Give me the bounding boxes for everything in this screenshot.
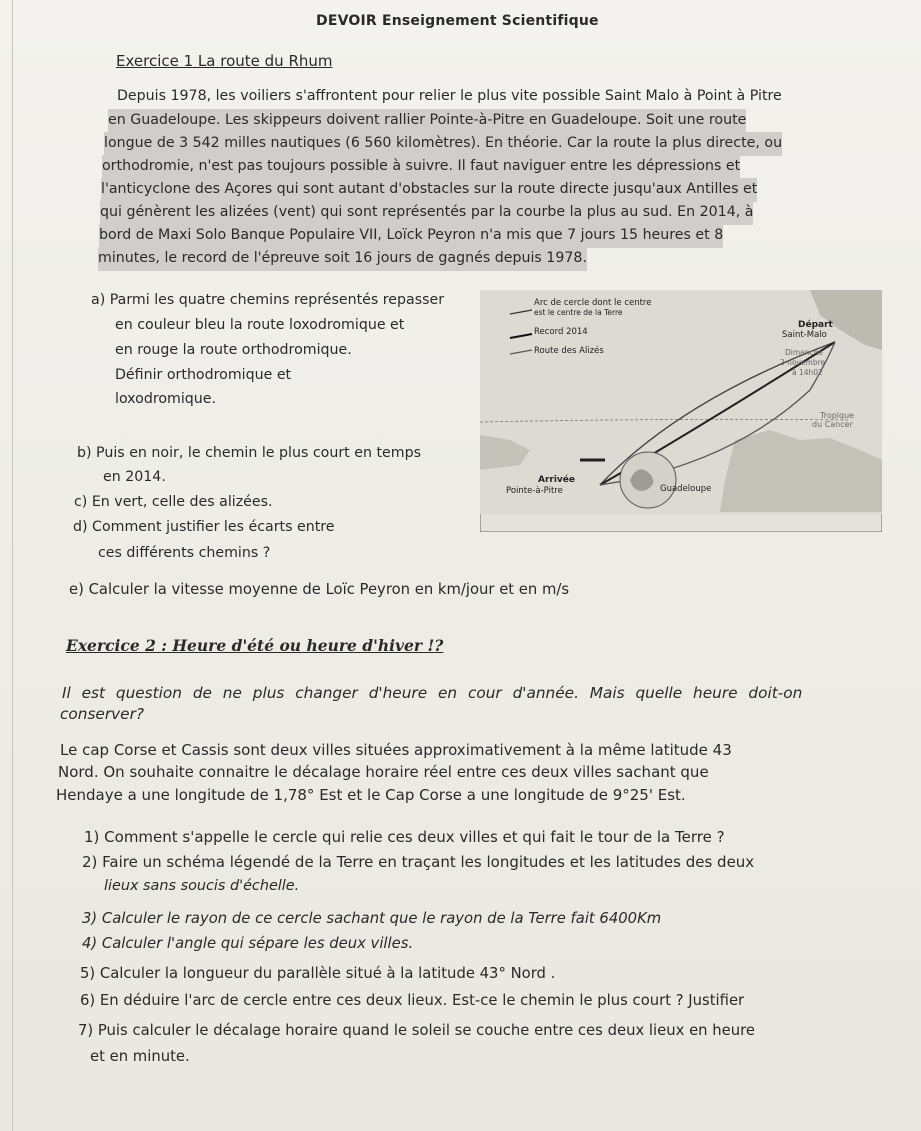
question-a-line-4: Définir orthodromique et: [115, 367, 292, 383]
legend-alizes-label: Route des Alizés: [534, 346, 604, 356]
question-b-line-2: en 2014.: [103, 469, 166, 485]
saint-malo-label: Saint-Malo: [782, 330, 827, 340]
ex2-item-3: 3) Calculer le rayon de ce cercle sachant que le rayon de la Terre fait 6400Km: [82, 910, 662, 927]
exercise2-title: Exercice 2 : Heure d'été ou heure d'hiver !?: [66, 636, 444, 655]
ex1-intro-line-5: l'anticyclone des Açores qui sont autant d'obstacles sur la route directe jusqu'aux Antilles et: [101, 178, 757, 202]
legend-arc-label: Arc de cercle dont le centre: [534, 298, 652, 308]
ex2-item-1: 1) Comment s'appelle le cercle qui relie ces deux villes et qui fait le tour de la Terre ?: [84, 828, 725, 846]
page-title: DEVOIR Enseignement Scientifique: [316, 13, 599, 29]
legend-record-label: Record 2014: [534, 327, 588, 337]
legend-arc-label-2: est le centre de la Terre: [534, 308, 623, 317]
margin-line: [12, 0, 13, 1131]
ex2-intro-line-1: Il est question de ne plus changer d'heure en cour d'année. Mais quelle heure doit-on: [62, 684, 803, 702]
ex2-item-4: 4) Calculer l'angle qui sépare les deux villes.: [82, 935, 414, 952]
ex2-intro-line-4: Nord. On souhaite connaitre le décalage horaire réel entre ces deux villes sachant que: [58, 763, 709, 781]
question-e: e) Calculer la vitesse moyenne de Loïc Peyron en km/jour et en m/s: [69, 581, 570, 598]
exercise1-title: Exercice 1 La route du Rhum: [116, 52, 333, 70]
ex1-intro-line-3: longue de 3 542 milles nautiques (6 560 kilomètres). En théorie. Car la route la plus directe, ou: [104, 132, 782, 156]
ex1-intro-line-4: orthodromie, n'est pas toujours possible à suivre. Il faut naviguer entre les dépressions et: [102, 155, 740, 179]
depart-label: Départ: [798, 320, 833, 330]
heure-label: à 14h02: [792, 368, 823, 377]
ex2-intro-line-2: conserver?: [60, 705, 145, 723]
question-d-line-1: d) Comment justifier les écarts entre: [73, 519, 335, 535]
question-b-line-1: b) Puis en noir, le chemin le plus court en temps: [77, 445, 421, 461]
ex2-item-5: 5) Calculer la longueur du parallèle situé à la latitude 43° Nord .: [80, 965, 556, 982]
ex2-intro-line-3: Le cap Corse et Cassis sont deux villes situées approximativement à la même latitude 43: [60, 741, 732, 759]
ex2-item-6: 6) En déduire l'arc de cercle entre ces deux lieux. Est-ce le chemin le plus court ? Justifier: [80, 992, 745, 1009]
ex2-intro-line-5: Hendaye a une longitude de 1,78° Est et le Cap Corse a une longitude de 9°25' Est.: [56, 786, 686, 804]
ex1-intro-line-8: minutes, le record de l'épreuve soit 16 jours de gagnés depuis 1978.: [98, 247, 587, 271]
dimanche-label: Dimanche: [785, 348, 824, 357]
question-a-line-2: en couleur bleu la route loxodromique et: [115, 317, 405, 333]
ex1-intro-line-2: en Guadeloupe. Les skippeurs doivent rallier Pointe-à-Pitre en Guadeloupe. Soit une route: [108, 109, 746, 133]
ex2-item-7: 7) Puis calculer le décalage horaire quand le soleil se couche entre ces deux lieux en heure: [78, 1022, 755, 1039]
route-du-rhum-map: [480, 290, 882, 532]
ex1-intro-line-1: Depuis 1978, les voiliers s'affrontent pour relier le plus vite possible Saint Malo à Point à Pitre: [117, 88, 782, 104]
ex1-intro-line-7: bord de Maxi Solo Banque Populaire VII, Loïck Peyron n'a mis que 7 jours 15 heures et 8: [99, 224, 723, 248]
question-a-line-5: loxodromique.: [115, 391, 217, 407]
novembre-label: 2 novembre: [780, 358, 826, 367]
question-d-line-2: ces différents chemins ?: [98, 545, 271, 561]
ex1-intro-line-6: qui génèrent les alizées (vent) qui sont représentés par la courbe la plus au sud. En 2014, à: [100, 201, 753, 225]
question-a-line-3: en rouge la route orthodromique.: [115, 342, 352, 358]
ex2-item-2: 2) Faire un schéma légendé de la Terre en traçant les longitudes et les latitudes des deux: [82, 853, 755, 871]
guadeloupe-label: Guadeloupe: [660, 484, 712, 494]
tropique-label: Tropique: [820, 411, 855, 420]
arrivee-label: Arrivée: [538, 475, 576, 485]
ex2-item-7-continued: et en minute.: [90, 1048, 190, 1065]
question-c: c) En vert, celle des alizées.: [74, 494, 273, 510]
pointe-a-pitre-label: Pointe-à-Pitre: [506, 486, 563, 496]
question-a-line-1: a) Parmi les quatre chemins représentés repasser: [91, 292, 445, 308]
cancer-label: du Cancer: [812, 420, 853, 429]
ex2-item-2-continued: lieux sans soucis d'échelle.: [104, 878, 300, 894]
